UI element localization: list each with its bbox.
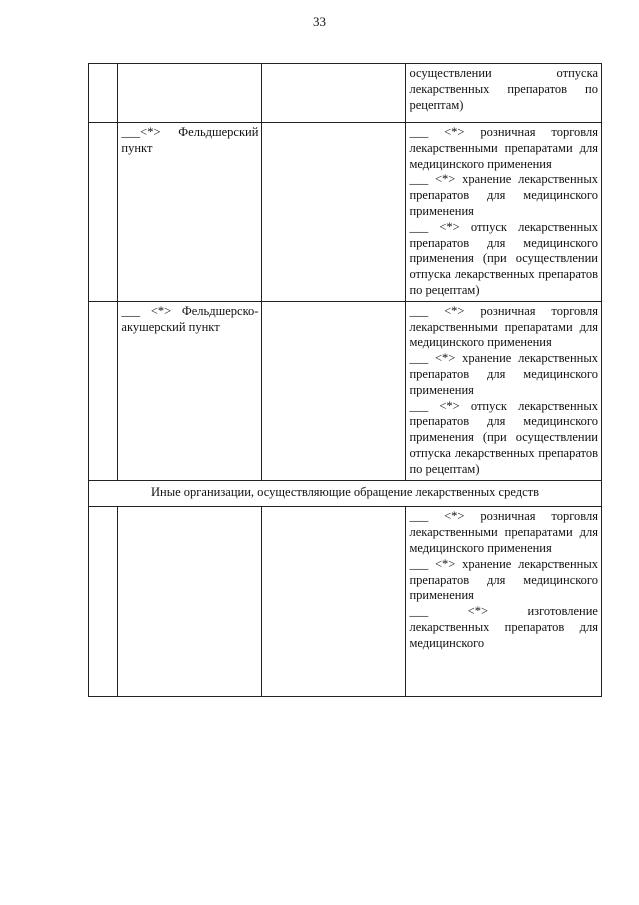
activity-item: ___ <*> хранение лекарственных препаратов для медицинского применения	[409, 556, 598, 603]
activity-item: ___ <*> розничная торговля лекарственными препаратами для медицинского применения	[409, 125, 598, 171]
organization-cell	[118, 64, 262, 123]
row-number-cell	[89, 301, 118, 480]
address-cell	[262, 64, 406, 123]
table-row	[89, 123, 602, 302]
organization-cell	[118, 123, 262, 302]
section-row	[89, 480, 602, 507]
address-cell	[262, 123, 406, 302]
row-number-cell	[89, 507, 118, 697]
table-row	[89, 64, 602, 123]
organization-cell	[118, 507, 262, 697]
organization-name: ___<*> Фельдшерский пункт	[121, 125, 259, 155]
activities-cell	[406, 301, 602, 480]
activity-item: ___ <*> розничная торговля лекарственными препаратами для медицинского применения	[409, 509, 598, 555]
activity-item: ___ <*> изготовление лекарственных препаратов для медицинского	[409, 604, 598, 650]
address-cell	[262, 507, 406, 697]
activity-item: ___ <*> отпуск лекарственных препаратов для медицинского применения (при осуществлении отпуска лекарственных препаратов по рецептам)	[409, 219, 598, 297]
activity-item: ___ <*> хранение лекарственных препаратов для медицинского применения	[409, 172, 598, 218]
organization-cell	[118, 301, 262, 480]
license-activities-table	[88, 63, 602, 697]
activities-cell	[406, 507, 602, 697]
address-cell	[262, 301, 406, 480]
activities-cell	[406, 123, 602, 302]
activity-item: ___ <*> розничная торговля лекарственными препаратами для медицинского применения	[409, 303, 598, 350]
section-title: Иные организации, осуществляющие обращение лекарственных средств	[89, 480, 602, 507]
page-number: 33	[313, 14, 326, 29]
organization-name: ___ <*> Фельдшерско-акушерский пункт	[121, 303, 259, 334]
activity-item: осуществлении отпуска лекарственных препаратов по рецептам)	[409, 66, 598, 112]
row-number-cell	[89, 123, 118, 302]
row-number-cell	[89, 64, 118, 123]
activities-cell	[406, 64, 602, 123]
table-row	[89, 507, 602, 697]
activity-item: ___ <*> отпуск лекарственных препаратов для медицинского применения (при осуществлении отпуска лекарственных препаратов по рецептам)	[409, 398, 598, 476]
activity-item: ___ <*> хранение лекарственных препаратов для медицинского применения	[409, 351, 598, 397]
table-row	[89, 301, 602, 480]
